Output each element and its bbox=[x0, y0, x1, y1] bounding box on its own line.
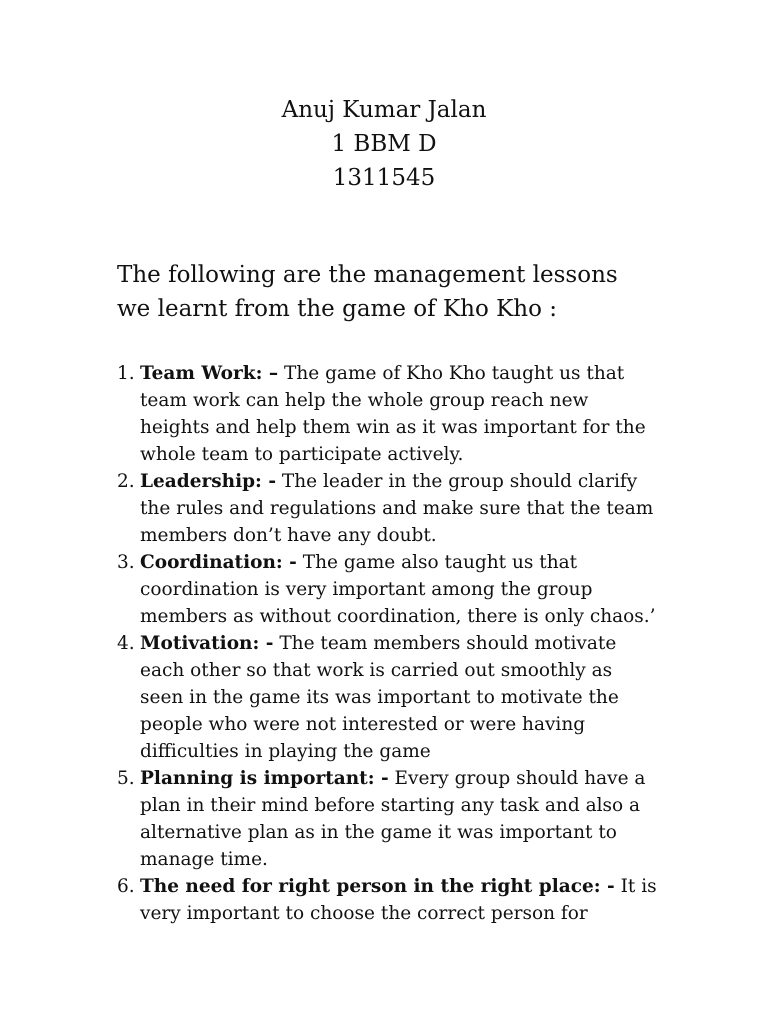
item-text: The game also taught us that coordination is very important among the group members as without coordination, there is only chaos.’ bbox=[140, 552, 656, 627]
intro-line-1: The following are the management lessons bbox=[117, 262, 618, 288]
item-number: 5. bbox=[117, 768, 135, 789]
item-number: 3. bbox=[117, 552, 135, 573]
item-number: 1. bbox=[117, 363, 135, 384]
item-number: 2. bbox=[117, 471, 135, 492]
item-text: The game of Kho Kho taught us that team work can help the whole group reach new heights and help them win as it was important for the whole team to participate actively. bbox=[140, 363, 646, 465]
item-term: Motivation: - bbox=[140, 633, 274, 654]
item-number: 6. bbox=[117, 876, 135, 897]
item-term: Planning is important: - bbox=[140, 768, 389, 789]
item-term: Leadership: - bbox=[140, 471, 276, 492]
item-text: The team members should motivate each other so that work is carried out smoothly as seen in the game its was important to motivate the people who were not interested or were having difficulties in playing the game bbox=[140, 633, 619, 762]
item-number: 4. bbox=[117, 633, 135, 654]
list-item bbox=[117, 873, 657, 927]
item-text: It is very important to choose the correct person for bbox=[140, 876, 657, 924]
list-item bbox=[117, 765, 657, 873]
list-item bbox=[117, 630, 657, 765]
item-term: The need for right person in the right place: - bbox=[140, 876, 615, 897]
list-item bbox=[117, 549, 657, 630]
author-id: 1311545 bbox=[332, 165, 436, 191]
intro-paragraph bbox=[117, 258, 657, 326]
document-header bbox=[0, 93, 768, 195]
item-text: Every group should have a plan in their mind before starting any task and also a alternative plan as in the game it was important to manage time. bbox=[140, 768, 646, 870]
author-name: Anuj Kumar Jalan bbox=[281, 97, 487, 123]
list-item bbox=[117, 468, 657, 549]
item-term: Team Work: – bbox=[140, 363, 279, 384]
item-text: The leader in the group should clarify the rules and regulations and make sure that the team members don’t have any doubt. bbox=[140, 471, 654, 546]
item-term: Coordination: - bbox=[140, 552, 297, 573]
lessons-list bbox=[117, 360, 657, 927]
author-class: 1 BBM D bbox=[331, 131, 437, 157]
list-item bbox=[117, 360, 657, 468]
intro-line-2: we learnt from the game of Kho Kho : bbox=[117, 296, 557, 322]
